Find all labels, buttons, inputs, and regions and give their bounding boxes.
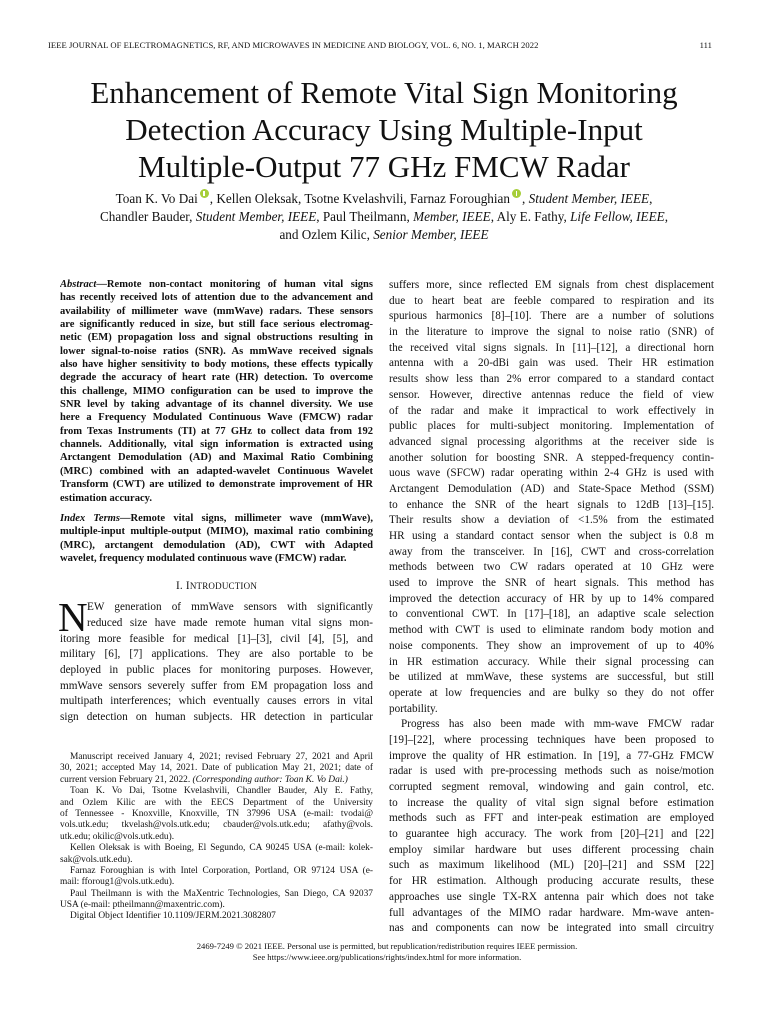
body-line: to conventional CWT. In [17]–[18], an adaptive scale selection bbox=[389, 608, 714, 621]
copyright-line: 2469-7249 © 2021 IEEE. Personal use is permitted, but republication/redistribution requires IEEE permission. bbox=[196, 941, 578, 951]
footnote-line: Toan K. Vo Dai, Tsotne Kvelashvili, Chandler Bauder, Aly E. Fathy, bbox=[70, 786, 373, 797]
footnote-line: vols.utk.edu; tkvelash@vols.utk.edu; cbauder@vols.utk.edu; afathy@vols. bbox=[60, 820, 373, 831]
abstract-line: (MRC) combined with an adapted-wavelet Continuous Wavelet bbox=[60, 465, 373, 477]
author-name: Toan K. Vo Dai bbox=[115, 191, 198, 206]
running-header bbox=[48, 40, 712, 54]
abstract-line: from Texas Instruments (TI) at 77 GHz to collect data from 192 bbox=[60, 425, 373, 437]
abstract-line: here a Frequency Modulated Continuous Wave (FMCW) radar bbox=[60, 412, 373, 424]
title-line: Enhancement of Remote Vital Sign Monitoring bbox=[90, 75, 678, 110]
body-line: operate at low frequencies and are bulky so they do not offer bbox=[389, 686, 714, 699]
body-line: portability. bbox=[389, 702, 438, 715]
body-line: mmWave sensors severely suffer from EM propagation loss and bbox=[60, 679, 373, 692]
abstract-line: Transform (CWT) are utilized to demonstrate improvement of HR bbox=[60, 479, 373, 491]
intro-paragraph bbox=[58, 594, 373, 726]
footnote-line: Paul Theilmann is with the MaXentric Technologies, San Diego, CA 92037 bbox=[70, 888, 373, 899]
abstract-line: estimation accuracy. bbox=[60, 492, 152, 504]
footnote-line: Manuscript received January 4, 2021; revised February 27, 2021 and April bbox=[70, 752, 373, 762]
author-membership: Member, IEEE bbox=[413, 209, 491, 224]
left-column bbox=[60, 278, 373, 726]
body-line: itoring more feasible for medical [1]–[3], civil [4], [5], and bbox=[60, 632, 373, 645]
abstract-line: also have higher sensitivity to body motions, these effects typically bbox=[60, 359, 373, 371]
body-line: methods between two CW radars operated at 10 GHz were bbox=[389, 561, 714, 574]
footnote-line: Kellen Oleksak is with Boeing, El Segundo, CA 90245 USA (e-mail: kolek- bbox=[70, 843, 373, 854]
author-line: Toan K. Vo Dai , Kellen Oleksak, Tsotne Kvelashvili, Farnaz Foroughian , Student Member, IEEE, bbox=[115, 191, 653, 206]
abstract-line: Arctangent Demodulation (AD) and Maximal Ratio Combining bbox=[60, 452, 373, 464]
body-line: corrupted segment removal, windowing and gain control, etc. bbox=[389, 781, 714, 793]
body-line: method with CWT is used to eliminate random body motion and bbox=[389, 624, 714, 637]
body-line: sensor. However, directive antennas reduce the field of view bbox=[389, 388, 714, 401]
abstract-line: has recently received lots of attention due to the advancement and bbox=[60, 292, 373, 304]
abstract-line: are significantly reduced in size, but still face serious electromag- bbox=[60, 319, 373, 331]
body-line: another solution for boosting SNR. A stepped-frequency contin- bbox=[389, 451, 714, 464]
footnote-line: USA (e-mail: ptheilmann@maxentric.com). bbox=[60, 900, 225, 911]
body-line: spurious harmonics [8]–[10]. There are a number of solutions bbox=[389, 310, 714, 323]
body-line: Their results show a deviation of <1.5% from the estimated bbox=[389, 514, 714, 527]
body-paragraph bbox=[389, 278, 714, 717]
body-line: EW generation of mmWave sensors with significantly bbox=[87, 601, 373, 614]
title-line: Detection Accuracy Using Multiple-Input bbox=[125, 112, 643, 147]
body-line: Progress has also been made with mm-wave FMCW radar bbox=[401, 718, 714, 731]
body-line: improve the quality of HR estimation. In [19], a 77-GHz FMCW bbox=[389, 749, 714, 762]
abstract-line: channels. Additionally, vital sign information is extracted using bbox=[60, 439, 373, 451]
body-line: reduced size have made remote human vital signs mon- bbox=[87, 616, 373, 629]
abstract-line: netic (EM) propagation loss and signal obstructions resulting in bbox=[60, 332, 373, 344]
body-line: methods such as FFT and inter-peak estimation are employed bbox=[389, 812, 714, 825]
section-heading: I. INTRODUCTION bbox=[175, 580, 258, 593]
footnote-line: of Tennessee - Knoxville, Knoxville, TN 37996 USA (e-mail: tvodai@ bbox=[60, 808, 373, 819]
copyright-notice bbox=[60, 941, 714, 963]
footnote-line: mail: fforoug1@vols.utk.edu). bbox=[60, 877, 175, 888]
index-terms-line: wavelet, frequency modulated continuous wave (FMCW) radar. bbox=[60, 552, 347, 564]
body-line: be utilized at mmWave, these systems are successful, but still bbox=[389, 671, 714, 684]
body-line: used to improve the SNR of heart signals. This method has bbox=[389, 577, 714, 590]
footnote-line: sak@vols.utk.edu). bbox=[60, 854, 133, 865]
journal-name: IEEE JOURNAL OF ELECTROMAGNETICS, RF, AND MICROWAVES IN MEDICINE AND BIOLOGY, VOL. 6, NO. 1, MARCH 2022 bbox=[48, 40, 539, 50]
drop-cap: N bbox=[58, 594, 88, 641]
body-line: in HR estimation accuracy. While their signal processing can bbox=[389, 655, 714, 668]
body-line: radar is used with pre-processing methods such as noise/motion bbox=[389, 765, 714, 778]
index-terms-line: multiple-input multiple-output (MIMO), maximal ratio combining bbox=[60, 526, 373, 538]
index-terms-label: Index Terms bbox=[60, 512, 120, 524]
body-line: nas and components can now be integrated into small circuitry bbox=[389, 922, 714, 935]
rights-link[interactable]: See https://www.ieee.org/publications/rights/index.html for more information. bbox=[252, 952, 522, 962]
body-line: for HR estimation. Although producing accurate results, these bbox=[389, 875, 714, 888]
body-line: to enhance the SNR of the heart signals to 12dB [13]–[15]. bbox=[389, 498, 714, 511]
body-line: employ similar hardware but uses different processing chain bbox=[389, 843, 714, 856]
footnote-line: and Ozlem Kilic are with the EECS Department of the University bbox=[60, 797, 373, 808]
body-line: the received vital signs signals. In [11]–[12], a directional horn bbox=[389, 341, 714, 354]
body-line: HR using a standard contact sensor when the subject is 0.8 m bbox=[389, 530, 714, 542]
body-line: noise components. They show an improvement of up to 40% bbox=[389, 639, 714, 652]
author-names: , Kellen Oleksak, Tsotne Kvelashvili, Farnaz Foroughian bbox=[209, 191, 510, 206]
page-number: 111 bbox=[699, 40, 712, 50]
body-line: approaches use single TX-RX antenna pair which does not take bbox=[389, 890, 714, 903]
doi: Digital Object Identifier 10.1109/JERM.2021.3082807 bbox=[70, 911, 276, 922]
abstract: Abstract—Remote non-contact monitoring of human vital signs has recently received lots of attention due to the advancement and availability of millimeter wave (mmWave) radars. These sensors are significantly reduced in size, but still face serious electromag- netic (EM) propagation loss and signal obstructions resulting in lower signal-to-noise ratios (SNR). As mmWave received signals also have higher sensitivity to body motions, these effects typically degrade the accuracy of heart rate (HR) detection. To overcome this challenge, MIMO configuration can be used to improve the SNR level by taking advantage of its channel diversity. We use here a Frequency Modulated Continuous Wave (FMCW) radar from Texas Instruments (TI) at 77 GHz to collect data from 192 channels. Additionally, vital sign information is extracted using Arctangent Demodulation (AD) and Maximal Ratio Combining (MRC) combined with an adapted-wavelet Continuous Wavelet Transform (CWT) are utilized to demonstrate improvement of HR estimation accuracy. bbox=[60, 279, 373, 504]
body-line: full advantages of the MIMO radar hardware. Mm-wave anten- bbox=[389, 906, 714, 919]
footnote-line: utk.edu; okilic@vols.utk.edu). bbox=[60, 831, 175, 842]
body-line: improved the detection accuracy of HR by up to 14% compared bbox=[389, 592, 714, 605]
abstract-label: Abstract bbox=[60, 279, 97, 290]
body-line: Arctangent Demodulation (AD) and State-Space Method (SSM) bbox=[389, 482, 714, 495]
abstract-line: degrade the accuracy of heart rate (HR) detection. To overcome bbox=[60, 372, 373, 384]
abstract-line: lower signal-to-noise ratios (SNR). As mmWave received signals bbox=[60, 345, 373, 357]
abstract-line: availability of millimeter wave (mmWave) radars. These sensors bbox=[60, 305, 373, 317]
paper-title bbox=[40, 74, 728, 185]
body-line: of the radar and make it impractical to work effectively in bbox=[389, 404, 714, 417]
abstract-line: SNR level by taking advantage of its channel diversity. We use bbox=[60, 399, 373, 411]
body-line: multipath interferences; which eventually causes errors in vital bbox=[60, 695, 373, 708]
footnote-line: Farnaz Foroughian is with Intel Corporation, Portland, OR 97124 USA (e- bbox=[70, 865, 373, 876]
body-line: sign detection on human subjects. HR detection in particular bbox=[60, 711, 373, 724]
body-line: suffers more, since reflected EM signals from chest displacement bbox=[389, 279, 714, 291]
right-column bbox=[389, 278, 714, 937]
author-membership: Life Fellow, IEEE bbox=[570, 209, 665, 224]
body-line: due to heart beat are feeble compared to respiration and its bbox=[389, 294, 714, 307]
footnote-line: 30, 2021; accepted May 14, 2021. Date of publication May 21, 2021; date of bbox=[60, 763, 373, 774]
body-line: in the literature to improve the signal to noise ratio (SNR) of bbox=[389, 326, 714, 339]
body-line: antenna with a 20-dBi gain was used. Their HR estimation bbox=[389, 357, 714, 370]
author-list bbox=[40, 189, 728, 244]
body-line: such as maximum likelihood (ML) [20]–[21] and SSM [22] bbox=[389, 859, 714, 872]
body-line: advanced signal processing algorithms at the receiver side is bbox=[389, 435, 714, 448]
body-line: [19]–[22], where processing techniques have been proposed to bbox=[389, 733, 714, 746]
body-line: deployed in public places for monitoring purposes. However, bbox=[60, 663, 373, 676]
author-line: and Ozlem Kilic, Senior Member, IEEE bbox=[279, 227, 489, 242]
author-membership: Senior Member, IEEE bbox=[373, 227, 489, 242]
body-paragraph bbox=[389, 717, 714, 937]
author-line: Chandler Bauder, Student Member, IEEE, Paul Theilmann, Member, IEEE, Aly E. Fathy, Life Fellow, IEEE, bbox=[99, 209, 669, 224]
author-membership: Student Member, IEEE bbox=[528, 191, 650, 206]
body-line: public places for multi-subject monitoring. Implementation of bbox=[389, 420, 714, 433]
index-terms-line: (MRC), arctangent demodulation (AD), CWT with Adapted bbox=[60, 539, 373, 551]
body-line: away from the transceiver. In [16], CWT and cross-correlation bbox=[389, 545, 714, 558]
body-line: to guarantee high accuracy. The work from [20]–[21] and [22] bbox=[389, 828, 714, 841]
body-line: to increase the quality of vital sign signal before estimation bbox=[389, 796, 714, 809]
body-line: results show less than 2% error compared to a standard contact bbox=[389, 373, 714, 386]
index-terms: Index Terms—Remote vital signs, millimeter wave (mmWave), multiple-input multiple-output (MIMO), maximal ratio combining (MRC), arctangent demodulation (AD), CWT with Adapted wavelet, frequency modulated continuous wave (FMCW) radar. bbox=[60, 512, 373, 564]
author-membership: Student Member, IEEE bbox=[195, 209, 317, 224]
abstract-line: this challenge, MIMO configuration can be used to improve the bbox=[60, 385, 373, 397]
orcid-icon[interactable] bbox=[512, 189, 521, 198]
title-line: Multiple-Output 77 GHz FMCW Radar bbox=[138, 149, 630, 184]
orcid-icon[interactable] bbox=[200, 189, 209, 198]
footnotes bbox=[60, 752, 373, 923]
body-line: military [6], [7] applications. They are also portable to be bbox=[60, 648, 373, 661]
body-line: uous wave (SFCW) radar operating within 2-4 GHz is used with bbox=[389, 467, 714, 480]
footnote-line: current version February 21, 2022. (Corresponding author: Toan K. Vo Dai.) bbox=[60, 774, 348, 785]
